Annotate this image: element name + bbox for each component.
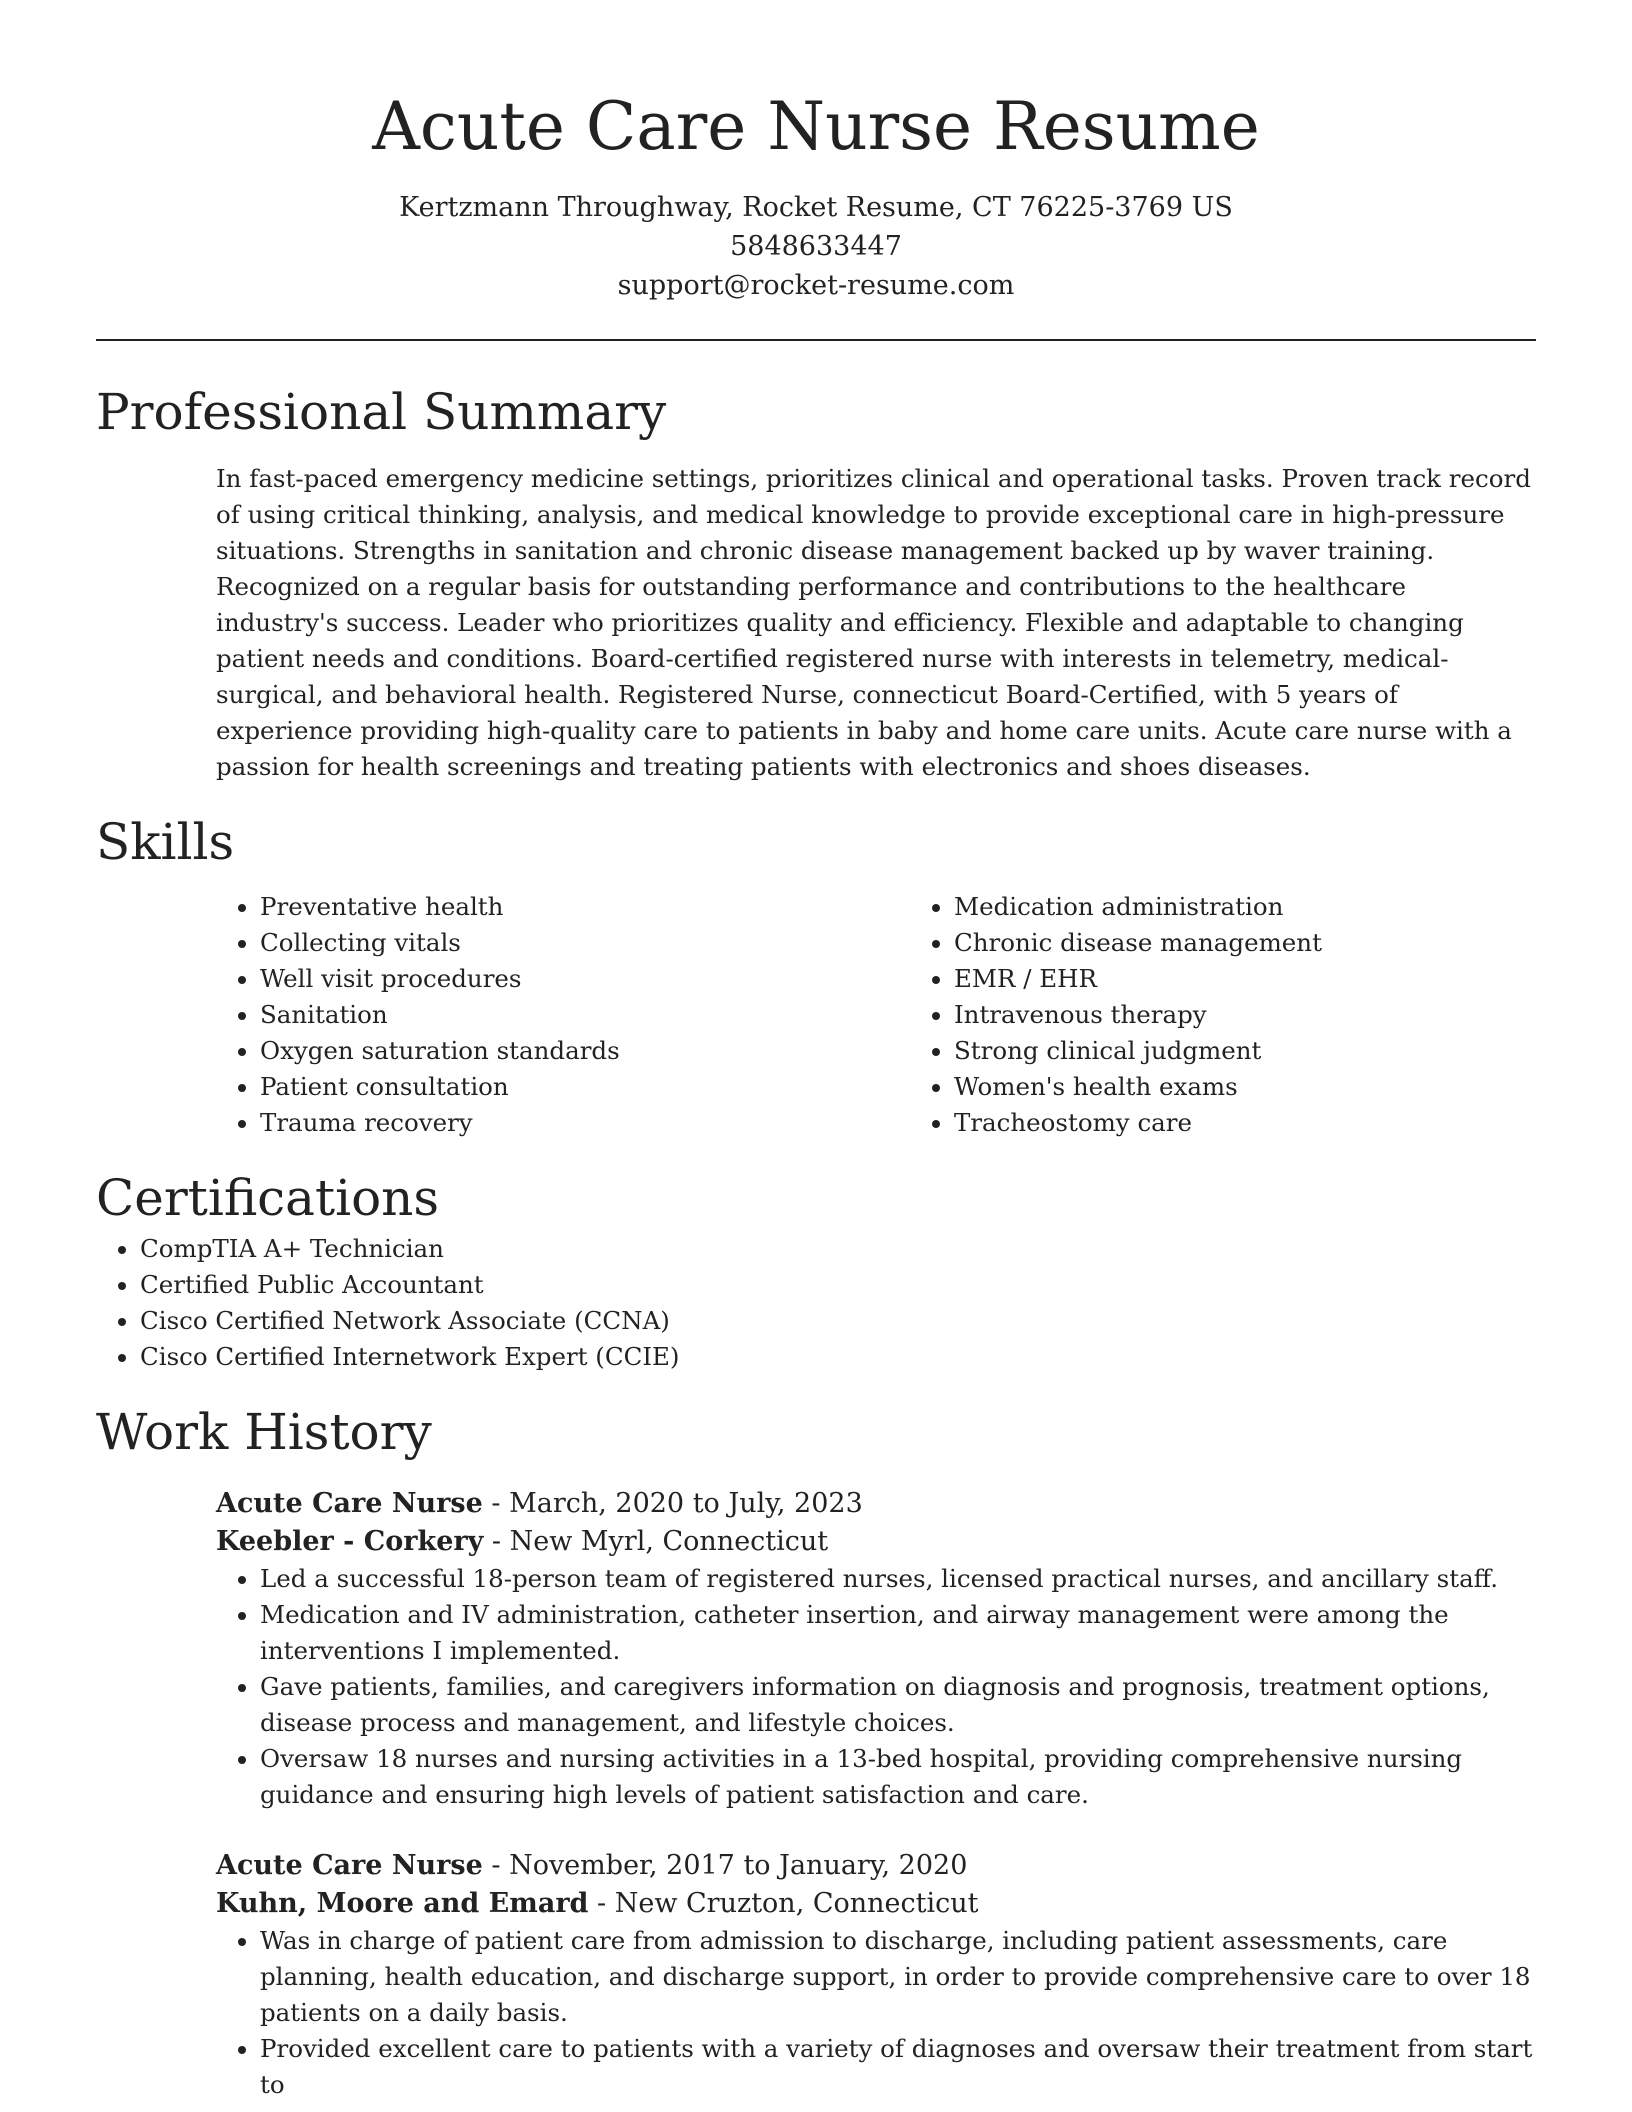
certifications-list	[96, 1231, 1536, 1375]
job-entry	[216, 1485, 1536, 1813]
skill-item: • Strong clinical judgment	[954, 1033, 1604, 1069]
section-heading-work-history: Work History	[96, 1403, 432, 1461]
job-employer: Kuhn, Moore and Emard	[216, 1888, 589, 1919]
skills-section	[96, 809, 1536, 1141]
skill-item: • Sanitation	[260, 997, 910, 1033]
job-title: Acute Care Nurse	[216, 1488, 483, 1519]
job-dates: - March, 2020 to July, 2023	[482, 1488, 863, 1519]
skills-list-right	[910, 889, 1604, 1141]
skills-grid	[216, 889, 1536, 1141]
job-location: - New Myrl, Connecticut	[483, 1526, 829, 1557]
skill-item: • Intravenous therapy	[954, 997, 1604, 1033]
skill-item: • Chronic disease management	[954, 925, 1604, 961]
work-history-section	[96, 1399, 1536, 2103]
job-duty: • Gave patients, families, and caregivers information on diagnosis and prognosis, treatment options, disease process and management, and lifestyle choices.	[260, 1669, 1536, 1741]
job-employer-line	[216, 1523, 1536, 1561]
job-duty: • Oversaw 18 nurses and nursing activities in a 13-bed hospital, providing comprehensive nursing guidance and ensuring high levels of patient satisfaction and care.	[260, 1741, 1536, 1813]
section-heading-skills: Skills	[96, 813, 235, 871]
job-duties-list	[216, 1923, 1536, 2103]
section-heading-summary: Professional Summary	[96, 383, 667, 441]
professional-summary-section	[96, 379, 1536, 785]
job-duty: • Was in charge of patient care from admission to discharge, including patient assessments, care planning, health education, and discharge support, in order to provide comprehensive care to over 18 patients on a daily basis.	[260, 1923, 1536, 2031]
certification-item: • Certified Public Accountant	[140, 1267, 1536, 1303]
skill-item: • Tracheostomy care	[954, 1105, 1604, 1141]
job-employer: Keebler - Corkery	[216, 1526, 484, 1557]
summary-text: In fast-paced emergency medicine settings, prioritizes clinical and operational tasks. Proven track record of using critical thinking, analysis, and medical knowledge to provide exceptional care in high-pressure situations. Strengths in sanitation and chronic disease management backed up by waver training. Recognized on a regular basis for outstanding performance and contributions to the healthcare industry's success. Leader who prioritizes quality and efficiency. Flexible and adaptable to changing patient needs and conditions. Board-certified registered nurse with interests in telemetry, medical-surgical, and behavioral health. Registered Nurse, connecticut Board-Certified, with 5 years of experience providing high-quality care to patients in baby and home care units. Acute care nurse with a passion for health screenings and treating patients with electronics and shoes diseases.	[216, 464, 1531, 781]
job-employer-line	[216, 1885, 1536, 1923]
certification-item: • Cisco Certified Network Associate (CCNA)	[140, 1303, 1536, 1339]
job-title: Acute Care Nurse	[216, 1850, 483, 1881]
job-location: - New Cruzton, Connecticut	[588, 1888, 979, 1919]
job-title-line	[216, 1847, 1536, 1885]
resume-header	[96, 84, 1536, 341]
skills-list-left	[216, 889, 910, 1141]
header-divider	[96, 339, 1536, 341]
job-duties-list	[216, 1561, 1536, 1813]
contact-email: support@rocket-resume.com	[617, 270, 1015, 301]
skill-item: • Preventative health	[260, 889, 910, 925]
skill-item: • EMR / EHR	[954, 961, 1604, 997]
skill-item: • Oxygen saturation standards	[260, 1033, 910, 1069]
contact-address: Kertzmann Throughway, Rocket Resume, CT 76225-3769 US	[399, 192, 1233, 223]
section-heading-certifications: Certifications	[96, 1169, 440, 1227]
skill-item: • Trauma recovery	[260, 1105, 910, 1141]
contact-phone: 5848633447	[730, 231, 902, 262]
skill-item: • Women's health exams	[954, 1069, 1604, 1105]
certifications-section	[96, 1165, 1536, 1375]
skill-item: • Collecting vitals	[260, 925, 910, 961]
certification-item: • CompTIA A+ Technician	[140, 1231, 1536, 1267]
skill-item: • Medication administration	[954, 889, 1604, 925]
job-duty: • Led a successful 18-person team of registered nurses, licensed practical nurses, and ancillary staff.	[260, 1561, 1536, 1597]
skill-item: • Patient consultation	[260, 1069, 910, 1105]
job-title-line	[216, 1485, 1536, 1523]
resume-title: Acute Care Nurse Resume	[372, 88, 1260, 165]
contact-block	[96, 188, 1536, 305]
job-duty: • Medication and IV administration, catheter insertion, and airway management were among the interventions I implemented.	[260, 1597, 1536, 1669]
certification-item: • Cisco Certified Internetwork Expert (CCIE)	[140, 1339, 1536, 1375]
resume-page	[96, 0, 1536, 2103]
job-dates: - November, 2017 to January, 2020	[482, 1850, 968, 1881]
job-entry	[216, 1847, 1536, 2103]
job-duty: • Provided excellent care to patients with a variety of diagnoses and oversaw their treatment from start to	[260, 2031, 1536, 2103]
skill-item: • Well visit procedures	[260, 961, 910, 997]
